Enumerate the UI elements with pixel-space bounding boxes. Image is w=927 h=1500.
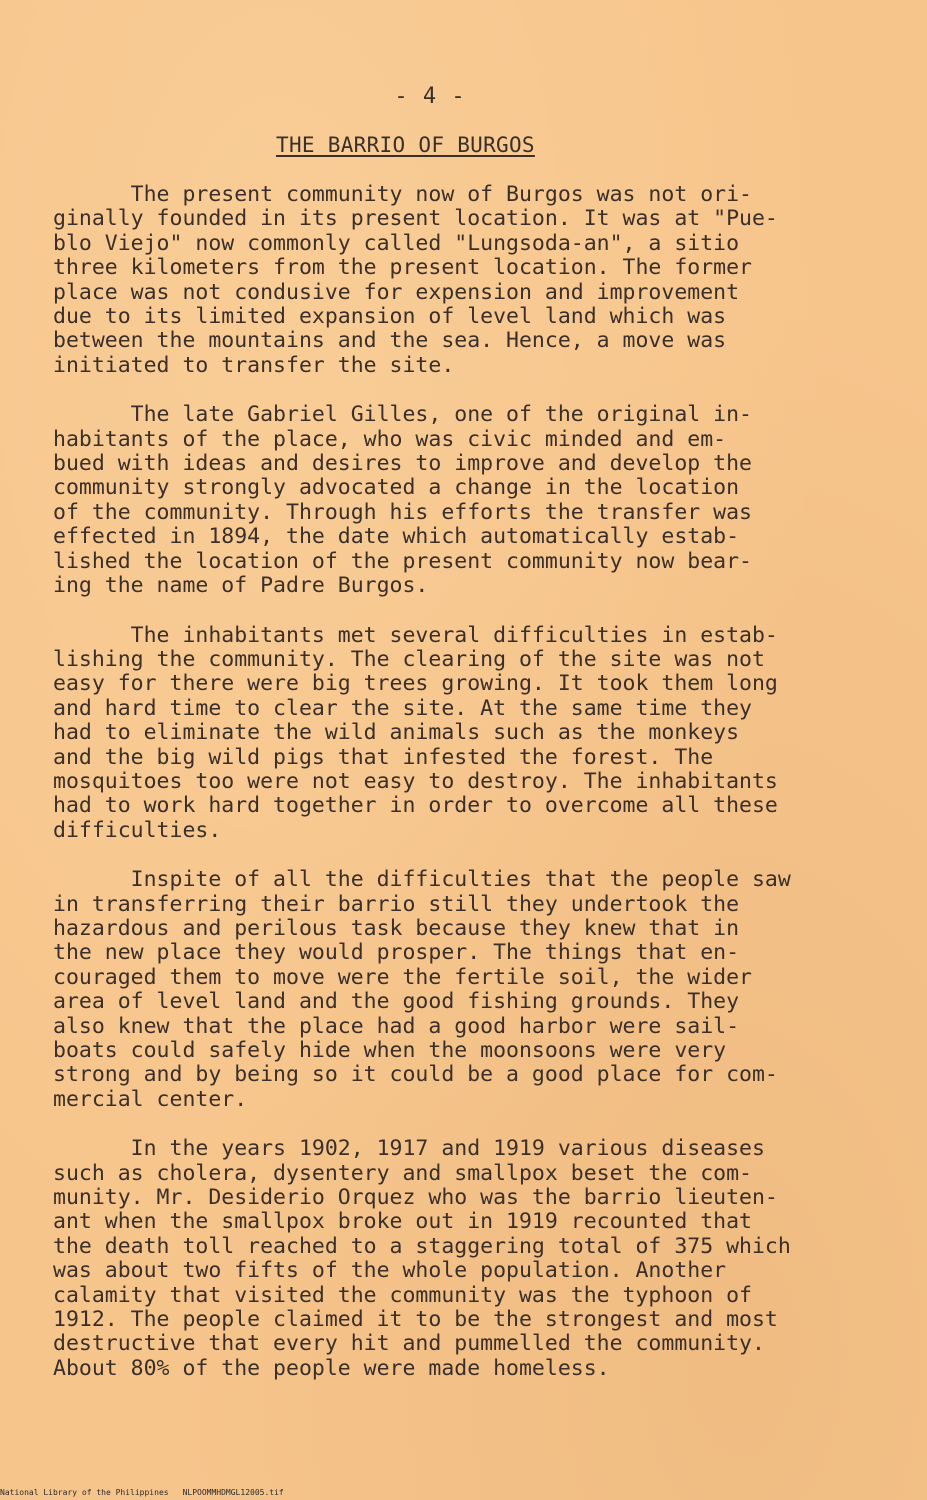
paragraph-origin: The present community now of Burgos was not ori- ginally founded in its present location. It was at "Pue- blo Viejo" now commonly called "Lungsoda-an", a sitio three kilometers from the present location. The former place was not condusive for expension and improvement due to its limited expansion of level land which was between the mountains and the sea. Hence, a move was initiated to transfer the site.: [53, 182, 778, 378]
footer-library: National Library of the Philippines: [0, 1488, 169, 1497]
paragraph-difficulties: The inhabitants met several difficulties in estab- lishing the community. The clearing of the site was not easy for there were big trees growing. It took them long and hard time to clear the site. At the same time they had to eliminate the wild animals such as the monkeys and the big wild pigs that infested the forest. The mosquitoes too were not easy to destroy. The inhabitants had to work hard together in order to overcome all these difficulties.: [53, 622, 778, 843]
footer-file-id: NLPOOMMHDMGL12005.tif: [182, 1488, 284, 1497]
paragraph-inspite: Inspite of all the difficulties that the people saw in transferring their barrio still they undertook the hazardous and perilous task because they knew that in the new place they would prosper. The things that en- couraged them to move were the fertile soil, the wider area of level land and the good fishing grounds. They also knew that the place had a good harbor were sail- boats could safely hide when the moonsoons were very strong and by being so it could be a good place for com- mercial center.: [53, 867, 791, 1112]
paragraph-gabriel-gilles: The late Gabriel Gilles, one of the original in- habitants of the place, who was civic minded and em- bued with ideas and desires to improve and develop the community strongly advocated a change in the location of the community. Through his efforts the transfer was effected in 1894, the date which automatically estab- lished the location of the present community now bear- ing the name of Padre Burgos.: [53, 402, 752, 599]
paragraph-calamities: In the years 1902, 1917 and 1919 various diseases such as cholera, dysentery and smallpox beset the com- munity. Mr. Desiderio Orquez who was the barrio lieuten- ant when the smallpox broke out in 1919 recounted that the death toll reached to a staggering total of 375 which was about two fifts of the whole population. Another calamity that visited the community was the typhoon of 1912. The people claimed it to be the strongest and most destructive that every hit and pummelled the community. About 80% of the people were made homeless.: [53, 1136, 791, 1381]
page-number: - 4 -: [394, 84, 466, 109]
scan-footer: [0, 1488, 298, 1497]
document-body: [53, 183, 893, 1406]
document-title: THE BARRIO OF BURGOS: [276, 133, 535, 157]
